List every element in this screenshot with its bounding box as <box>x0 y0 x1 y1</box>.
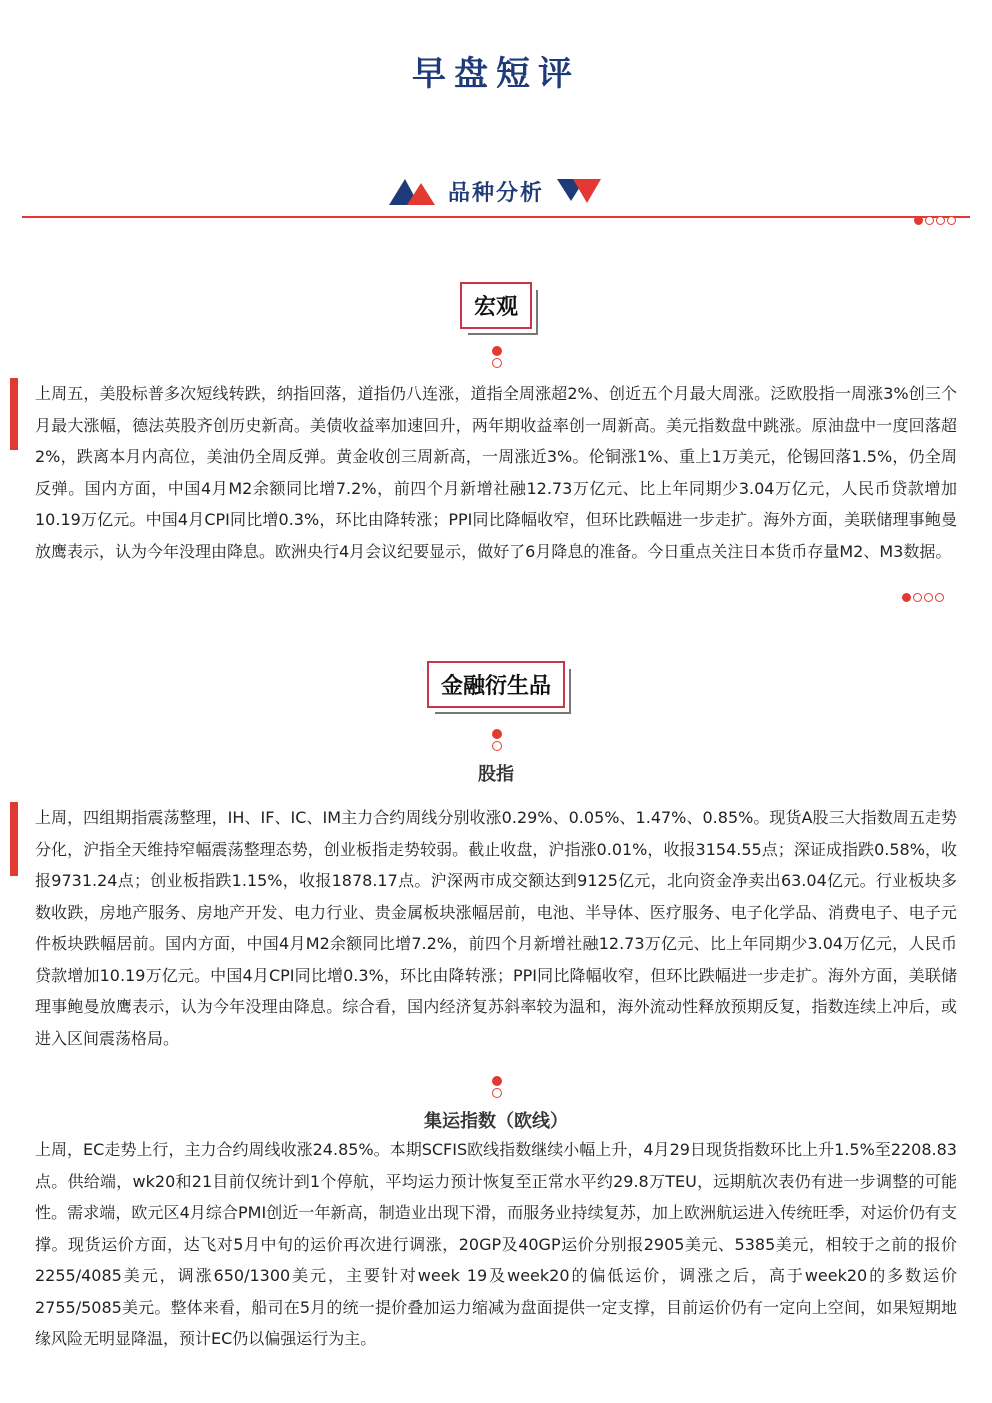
macro-paragraph: 上周五，美股标普多次短线转跌，纳指回落，道指仍八连涨，道指全周涨超2%、创近五个月最大周涨。泛欧股指一周涨3%创三个月最大涨幅，德法英股齐创历史新高。美债收益率加速回升，两年期收益率创一周新高。美元指数盘中跳涨。原油盘中一度回落超2%，跌离本月内高位，美油仍全周反弹。黄金收创三周新高，一周涨近3%。伦铜涨1%、重上1万美元，伦锡回落1.5%，仍全周反弹。国内方面，中国4月M2余额同比增7.2%，前四个月新增社融12.73万亿元、比上年同期少3.04万亿元，人民币贷款增加10.19万亿元。中国4月CPI同比增0.3%，环比由降转涨；PPI同比降幅收窄，但环比跌幅进一步走扩。海外方面，美联储理事鲍曼放鹰表示，认为今年没理由降息。欧洲央行4月会议纪要显示，做好了6月降息的准备。今日重点关注日本货币存量M2、M3数据。 <box>35 384 957 561</box>
triangle-right-icon <box>557 179 603 205</box>
container-index-paragraph: 上周，EC走势上行，主力合约周线收涨24.85%。本期SCFIS欧线指数继续小幅上升，4月29日现货指数环比上升1.5%至2208.83点。供给端，wk20和21目前仅统计到1个停航，平均运力预计恢复至正常水平约29.8万TEU，远期航次表仍有进一步调整的可能性。需求端，欧元区4月综合PMI创近一年新高，制造业出现下滑，而服务业持续复苏，加上欧洲航运进入传统旺季，对运价仍有支撑。现货运价方面，达飞对5月中旬的运价再次进行调涨，20GP及40GP运价分别报2905美元、5385美元，相较于之前的报价2255/4085美元，调涨650/1300美元，主要针对week 19及week20的偏低运价，调涨之后，高于week20的多数运价2755/5085美元。整体来看，船司在5月的统一提价叠加运力缩减为盘面提供一定支撑，目前运价仍有一定向上空间，如果短期地缘风险无明显降温，预计EC仍以偏强运行为主。 <box>35 1140 957 1348</box>
macro-dots-icon <box>900 587 944 606</box>
container-connector-icon <box>491 1074 503 1100</box>
macro-connector-icon <box>491 344 503 370</box>
macro-heading: 宏观 <box>460 282 532 329</box>
banner-divider <box>22 216 970 218</box>
container-index-title: 集运指数（欧线） <box>424 1111 568 1132</box>
derivatives-heading-wrap <box>0 661 992 708</box>
triangle-left-icon <box>389 179 435 205</box>
document-title: 早盘短评 <box>412 54 580 94</box>
banner-dots-icon <box>912 210 956 229</box>
derivatives-connector-icon <box>491 727 503 753</box>
section-banner <box>0 176 992 216</box>
macro-heading-wrap <box>0 282 992 329</box>
index-futures-title: 股指 <box>478 764 514 785</box>
banner-title: 品种分析 <box>447 181 544 206</box>
index-futures-paragraph: 上周，四组期指震荡整理，IH、IF、IC、IM主力合约周线分别收涨0.29%、0.05%、1.47%、0.85%。现货A股三大指数周五走势分化，沪指全天维持窄幅震荡整理态势，创业板指走势较弱。截止收盘，沪指涨0.01%，收报3154.55点；深证成指跌0.58%，收报9731.24点；创业板指跌1.15%，收报1878.17点。沪深两市成交额达到9125亿元，北向资金净卖出63.04亿元。行业板块多数收跌，房地产服务、房地产开发、电力行业、贵金属板块涨幅居前，电池、半导体、医疗服务、电子化学品、消费电子、电子元件板块跌幅居前。国内方面，中国4月M2余额同比增7.2%，前四个月新增社融12.73万亿元、比上年同期少3.04万亿元，人民币贷款增加10.19万亿元。中国4月CPI同比增0.3%，环比由降转涨；PPI同比降幅收窄，但环比跌幅进一步走扩。海外方面，美联储理事鲍曼放鹰表示，认为今年没理由降息。综合看，国内经济复苏斜率较为温和，海外流动性释放预期反复，指数连续上冲后，或进入区间震荡格局。 <box>35 808 957 1048</box>
index-futures-accent-bar <box>10 802 18 876</box>
derivatives-heading: 金融衍生品 <box>427 661 565 708</box>
macro-accent-bar <box>10 378 18 450</box>
